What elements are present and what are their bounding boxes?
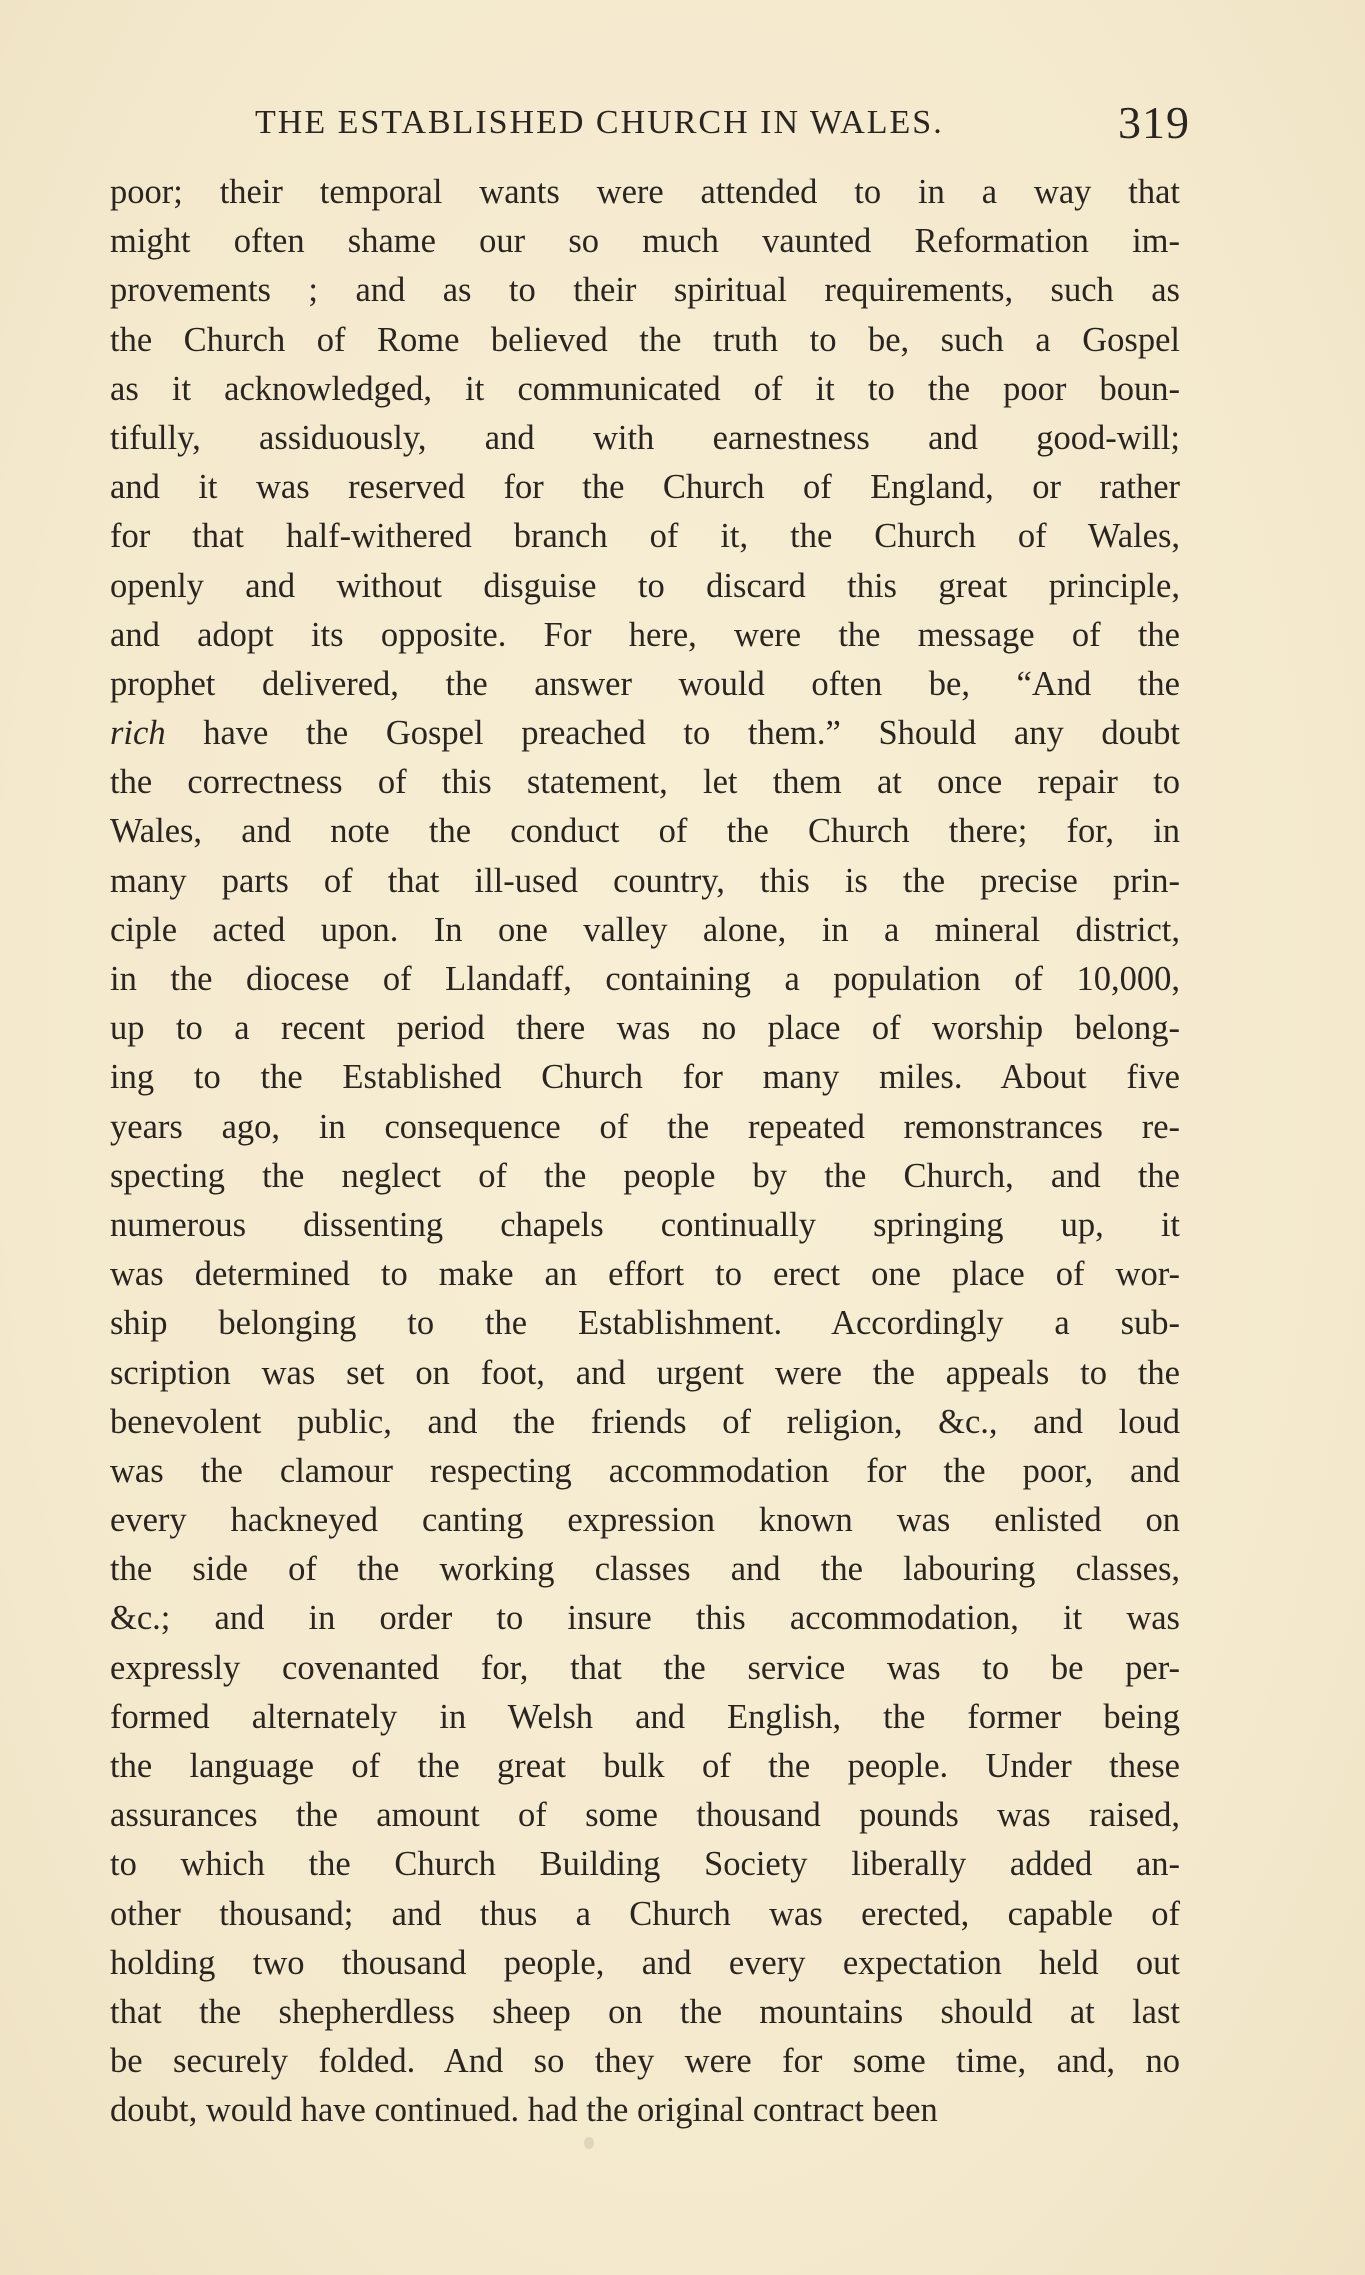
text-line: numerous dissenting chapels continually springing up, it: [110, 1205, 1180, 1244]
text-line: many parts of that ill-used country, this is the precise prin-: [110, 861, 1180, 900]
text-line: formed alternately in Welsh and English, the former being: [110, 1697, 1180, 1736]
text-line: scription was set on foot, and urgent were the appeals to the: [110, 1353, 1180, 1392]
text-line: other thousand; and thus a Church was erected, capable of: [110, 1894, 1180, 1933]
paper-speck: [584, 2137, 594, 2149]
text-line: ship belonging to the Establishment. Accordingly a sub-: [110, 1304, 1180, 1343]
text-line: was determined to make an effort to erect one place of wor-: [110, 1255, 1180, 1294]
text-line: tifully, assiduously, and with earnestness and good-will;: [110, 418, 1180, 457]
text-line: ciple acted upon. In one valley alone, in a mineral district,: [110, 910, 1180, 949]
text-line: expressly covenanted for, that the service was to be per-: [110, 1648, 1180, 1687]
text-line: and it was reserved for the Church of England, or rather: [110, 468, 1180, 507]
text-line: and adopt its opposite. For here, were the message of the: [110, 615, 1180, 654]
text-line: provements ; and as to their spiritual requirements, such as: [110, 271, 1180, 310]
text-line: [110, 709, 1180, 758]
text-line: doubt, would have continued. had the original contract been: [110, 2091, 938, 2130]
text-line: assurances the amount of some thousand pounds was raised,: [110, 1796, 1180, 1835]
text-line: the side of the working classes and the labouring classes,: [110, 1550, 1180, 1589]
text-line-rest: have the Gospel preached to them.” Should any doubt: [165, 714, 1180, 753]
text-line: as it acknowledged, it communicated of it to the poor boun-: [110, 369, 1180, 408]
text-line: ing to the Established Church for many miles. About five: [110, 1058, 1180, 1097]
text-line: every hackneyed canting expression known was enlisted on: [110, 1501, 1180, 1540]
text-line: in the diocese of Llandaff, containing a population of 10,000,: [110, 960, 1180, 998]
text-line: up to a recent period there was no place of worship belong-: [110, 1009, 1180, 1048]
running-head: [255, 96, 1190, 156]
text-line: might often shame our so much vaunted Reformation im-: [110, 222, 1180, 261]
text-line: holding two thousand people, and every expectation held out: [110, 1943, 1180, 1982]
text-line: that the shepherdless sheep on the mountains should at last: [110, 1992, 1180, 2031]
text-line: benevolent public, and the friends of religion, &c., and loud: [110, 1402, 1180, 1441]
text-line: the Church of Rome believed the truth to be, such a Gospel: [110, 320, 1180, 359]
text-line: Wales, and note the conduct of the Church there; for, in: [110, 812, 1180, 851]
text-line: for that half-withered branch of it, the Church of Wales,: [110, 517, 1180, 556]
text-line: &c.; and in order to insure this accommodation, it was: [110, 1599, 1180, 1638]
text-line: the language of the great bulk of the people. Under these: [110, 1747, 1180, 1785]
running-title: THE ESTABLISHED CHURCH IN WALES.: [255, 104, 944, 141]
text-line: be securely folded. And so they were for some time, and, no: [110, 2042, 1180, 2081]
italic-word: rich: [110, 714, 166, 753]
text-line: to which the Church Building Society liberally added an-: [110, 1845, 1180, 1884]
text-line: years ago, in consequence of the repeated remonstrances re-: [110, 1107, 1180, 1146]
page-number: 319: [1118, 97, 1190, 148]
text-line: specting the neglect of the people by the Church, and the: [110, 1156, 1180, 1195]
text-line: the correctness of this statement, let them at once repair to: [110, 763, 1180, 802]
body-text: [110, 168, 1180, 2136]
text-line: prophet delivered, the answer would often be, “And the: [110, 664, 1180, 703]
text-line: was the clamour respecting accommodation for the poor, and: [110, 1451, 1180, 1490]
text-line: poor; their temporal wants were attended to in a way that: [110, 173, 1180, 211]
text-line: openly and without disguise to discard this great principle,: [110, 566, 1180, 605]
